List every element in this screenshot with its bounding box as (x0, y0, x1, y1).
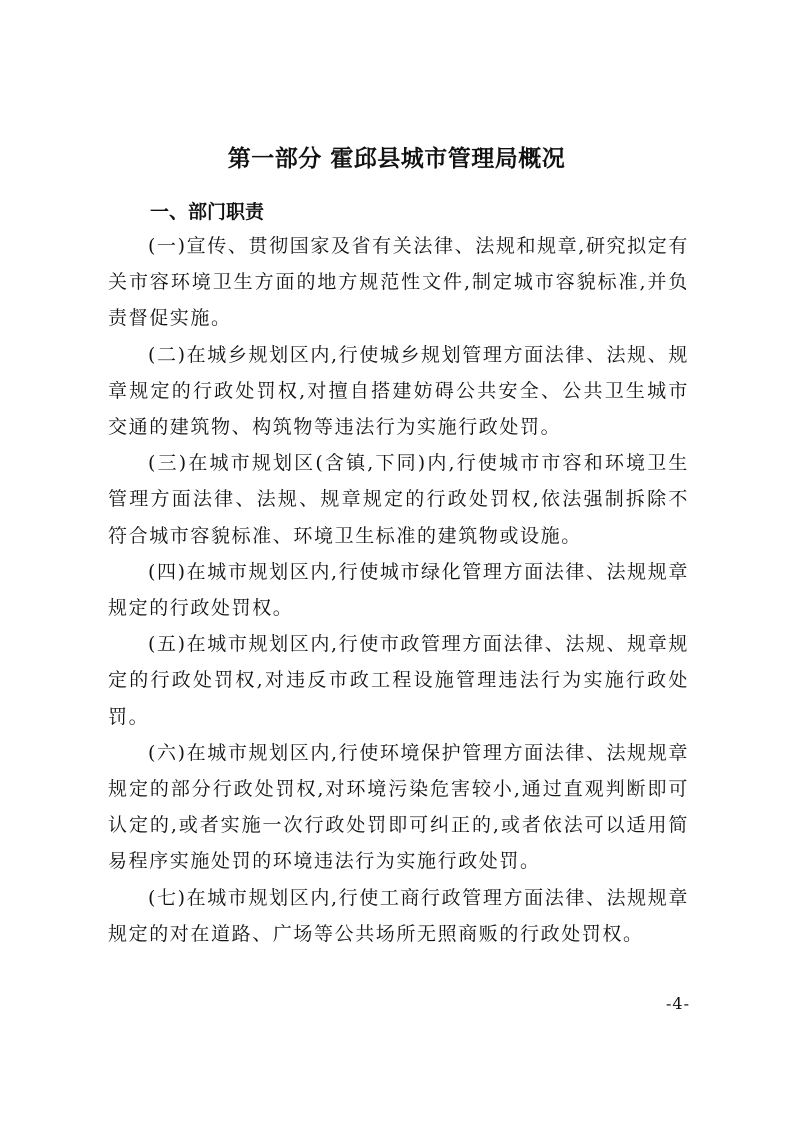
paragraph-duty-3: (三)在城市规划区(含镇,下同)内,行使城市市容和环境卫生管理方面法律、法规、规章规定的行政处罚权,依法强制拆除不符合城市容貌标准、环境卫生标准的建筑物或设施。 (108, 452, 689, 547)
paragraph-duty-2: (二)在城乡规划区内,行使城乡规划管理方面法律、法规、规章规定的行政处罚权,对擅自搭建妨碍公共安全、公共卫生城市交通的建筑物、构筑物等违法行为实施行政处罚。 (108, 343, 689, 439)
page-title: 第一部分 霍邱县城市管理局概况 (227, 146, 566, 172)
paragraph-duty-5: (五)在城市规划区内,行使市政管理方面法律、法规、规章规定的行政处罚权,对违反市政工程设施管理违法行为实施行政处罚。 (108, 633, 689, 728)
section-heading: 一、部门职责 (150, 201, 265, 223)
paragraph-duty-6: (六)在城市规划区内,行使环境保护管理方面法律、法规规章规定的部分行政处罚权,对环境污染危害较小,通过直观判断即可认定的,或者实施一次行政处罚即可纠正的,或者依法可以适用简易程序实施处罚的环境违法行为实施行政处罚。 (108, 741, 689, 873)
paragraph-duty-4: (四)在城市规划区内,行使城市绿化管理方面法律、法规规章规定的行政处罚权。 (108, 560, 689, 620)
paragraph-duty-7: (七)在城市规划区内,行使工商行政管理方面法律、法规规章规定的对在道路、广场等公共场所无照商贩的行政处罚权。 (108, 886, 689, 945)
page-number: -4- (666, 994, 690, 1013)
body-text (108, 228, 689, 952)
paragraph-duty-1: (一)宣传、贯彻国家及省有关法律、法规和规章,研究拟定有关市容环境卫生方面的地方规范性文件,制定城市容貌标准,并负责督促实施。 (108, 235, 689, 330)
